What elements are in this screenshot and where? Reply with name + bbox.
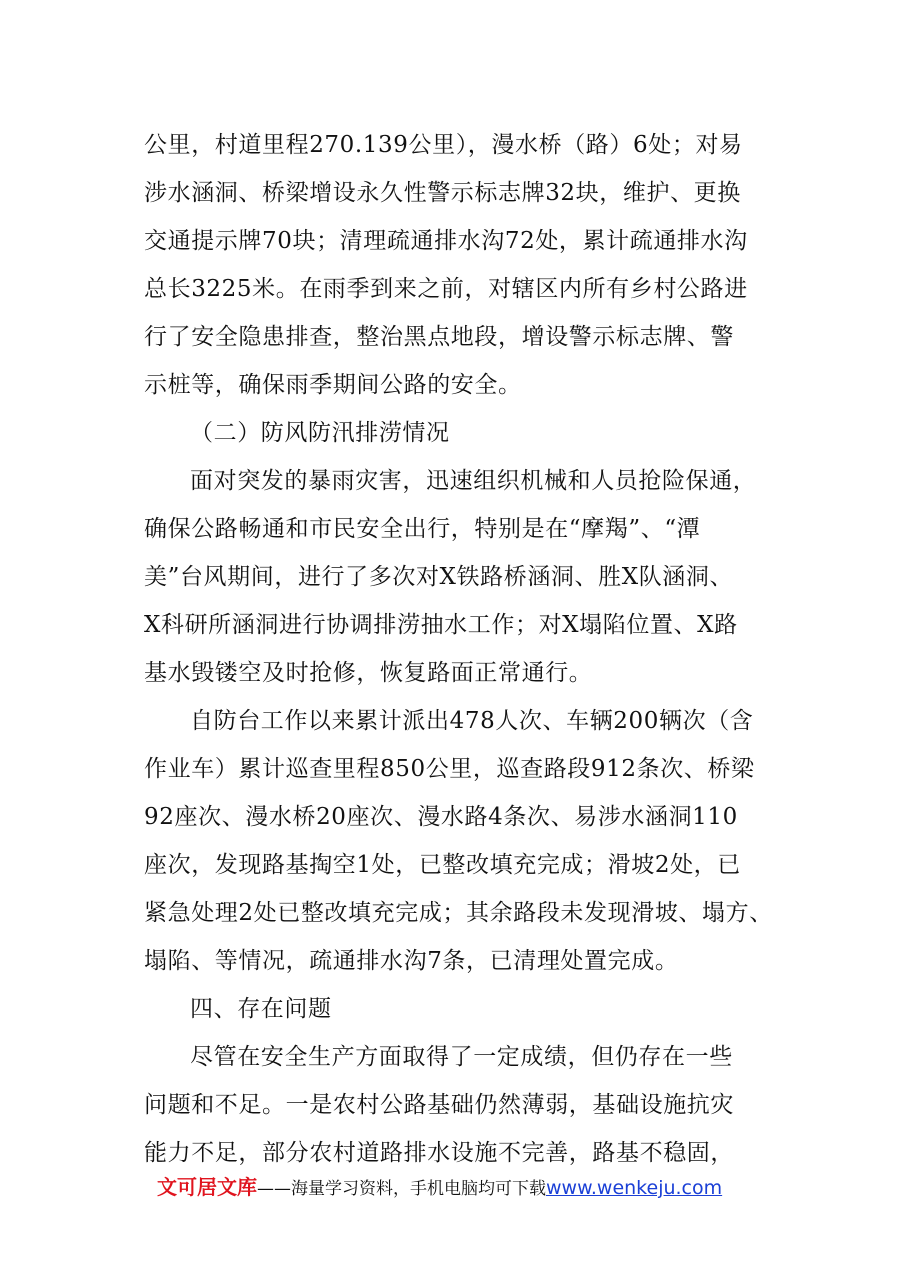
text-line: 座次，发现路基掏空1处，已整改填充完成；滑坡2处，已: [144, 852, 741, 878]
text-line: 行了安全隐患排查，整治黑点地段，增设警示标志牌、警: [144, 324, 734, 350]
footer-brand: 文可居文库: [157, 1175, 257, 1199]
text-line: 交通提示牌70块；清理疏通排水沟72处，累计疏通排水沟: [144, 228, 748, 254]
text-line: X科研所涵洞进行协调排涝抽水工作；对X塌陷位置、X路: [144, 612, 738, 638]
text-line: 作业车）累计巡查里程850公里，巡查路段912条次、桥梁: [144, 756, 755, 782]
text-line: 自防台工作以来累计派出478人次、车辆200辆次（含: [190, 708, 754, 734]
page-footer: [157, 1172, 722, 1202]
text-line: 92座次、漫水桥20座次、漫水路4条次、易涉水涵洞110: [144, 804, 738, 830]
text-line: 塌陷、等情况，疏通排水沟7条，已清理处置完成。: [144, 948, 679, 974]
text-line: 涉水涵洞、桥梁增设永久性警示标志牌32块，维护、更换: [144, 180, 741, 206]
text-line: 问题和不足。一是农村公路基础仍然薄弱，基础设施抗灾: [144, 1092, 734, 1118]
footer-website-link[interactable]: www.wenkeju.com: [546, 1177, 723, 1199]
section-heading: 四、存在问题: [190, 996, 332, 1022]
text-line: 总长3225米。在雨季到来之前，对辖区内所有乡村公路进: [144, 276, 748, 302]
text-line: 尽管在安全生产方面取得了一定成绩，但仍存在一些: [190, 1044, 733, 1070]
footer-tagline: ——海量学习资料，手机电脑均可下载: [257, 1179, 546, 1199]
text-line: 确保公路畅通和市民安全出行，特别是在“摩羯”、“潭: [144, 516, 701, 542]
document-body: [144, 121, 784, 1177]
text-line: 紧急处理2处已整改填充完成；其余路段未发现滑坡、塌方、: [144, 900, 773, 926]
section-heading: （二）防风防汛排涝情况: [190, 420, 450, 446]
text-line: 美”台风期间，进行了多次对X铁路桥涵洞、胜X队涵洞、: [144, 564, 734, 590]
text-line: 能力不足，部分农村道路排水设施不完善，路基不稳固，: [144, 1140, 734, 1166]
text-line: 基水毁镂空及时抢修，恢复路面正常通行。: [144, 660, 593, 686]
text-line: 面对突发的暴雨灾害，迅速组织机械和人员抢险保通，: [190, 468, 757, 494]
text-line: 公里，村道里程270.139公里），漫水桥（路）6处；对易: [144, 132, 743, 158]
text-line: 示桩等，确保雨季期间公路的安全。: [144, 372, 522, 398]
